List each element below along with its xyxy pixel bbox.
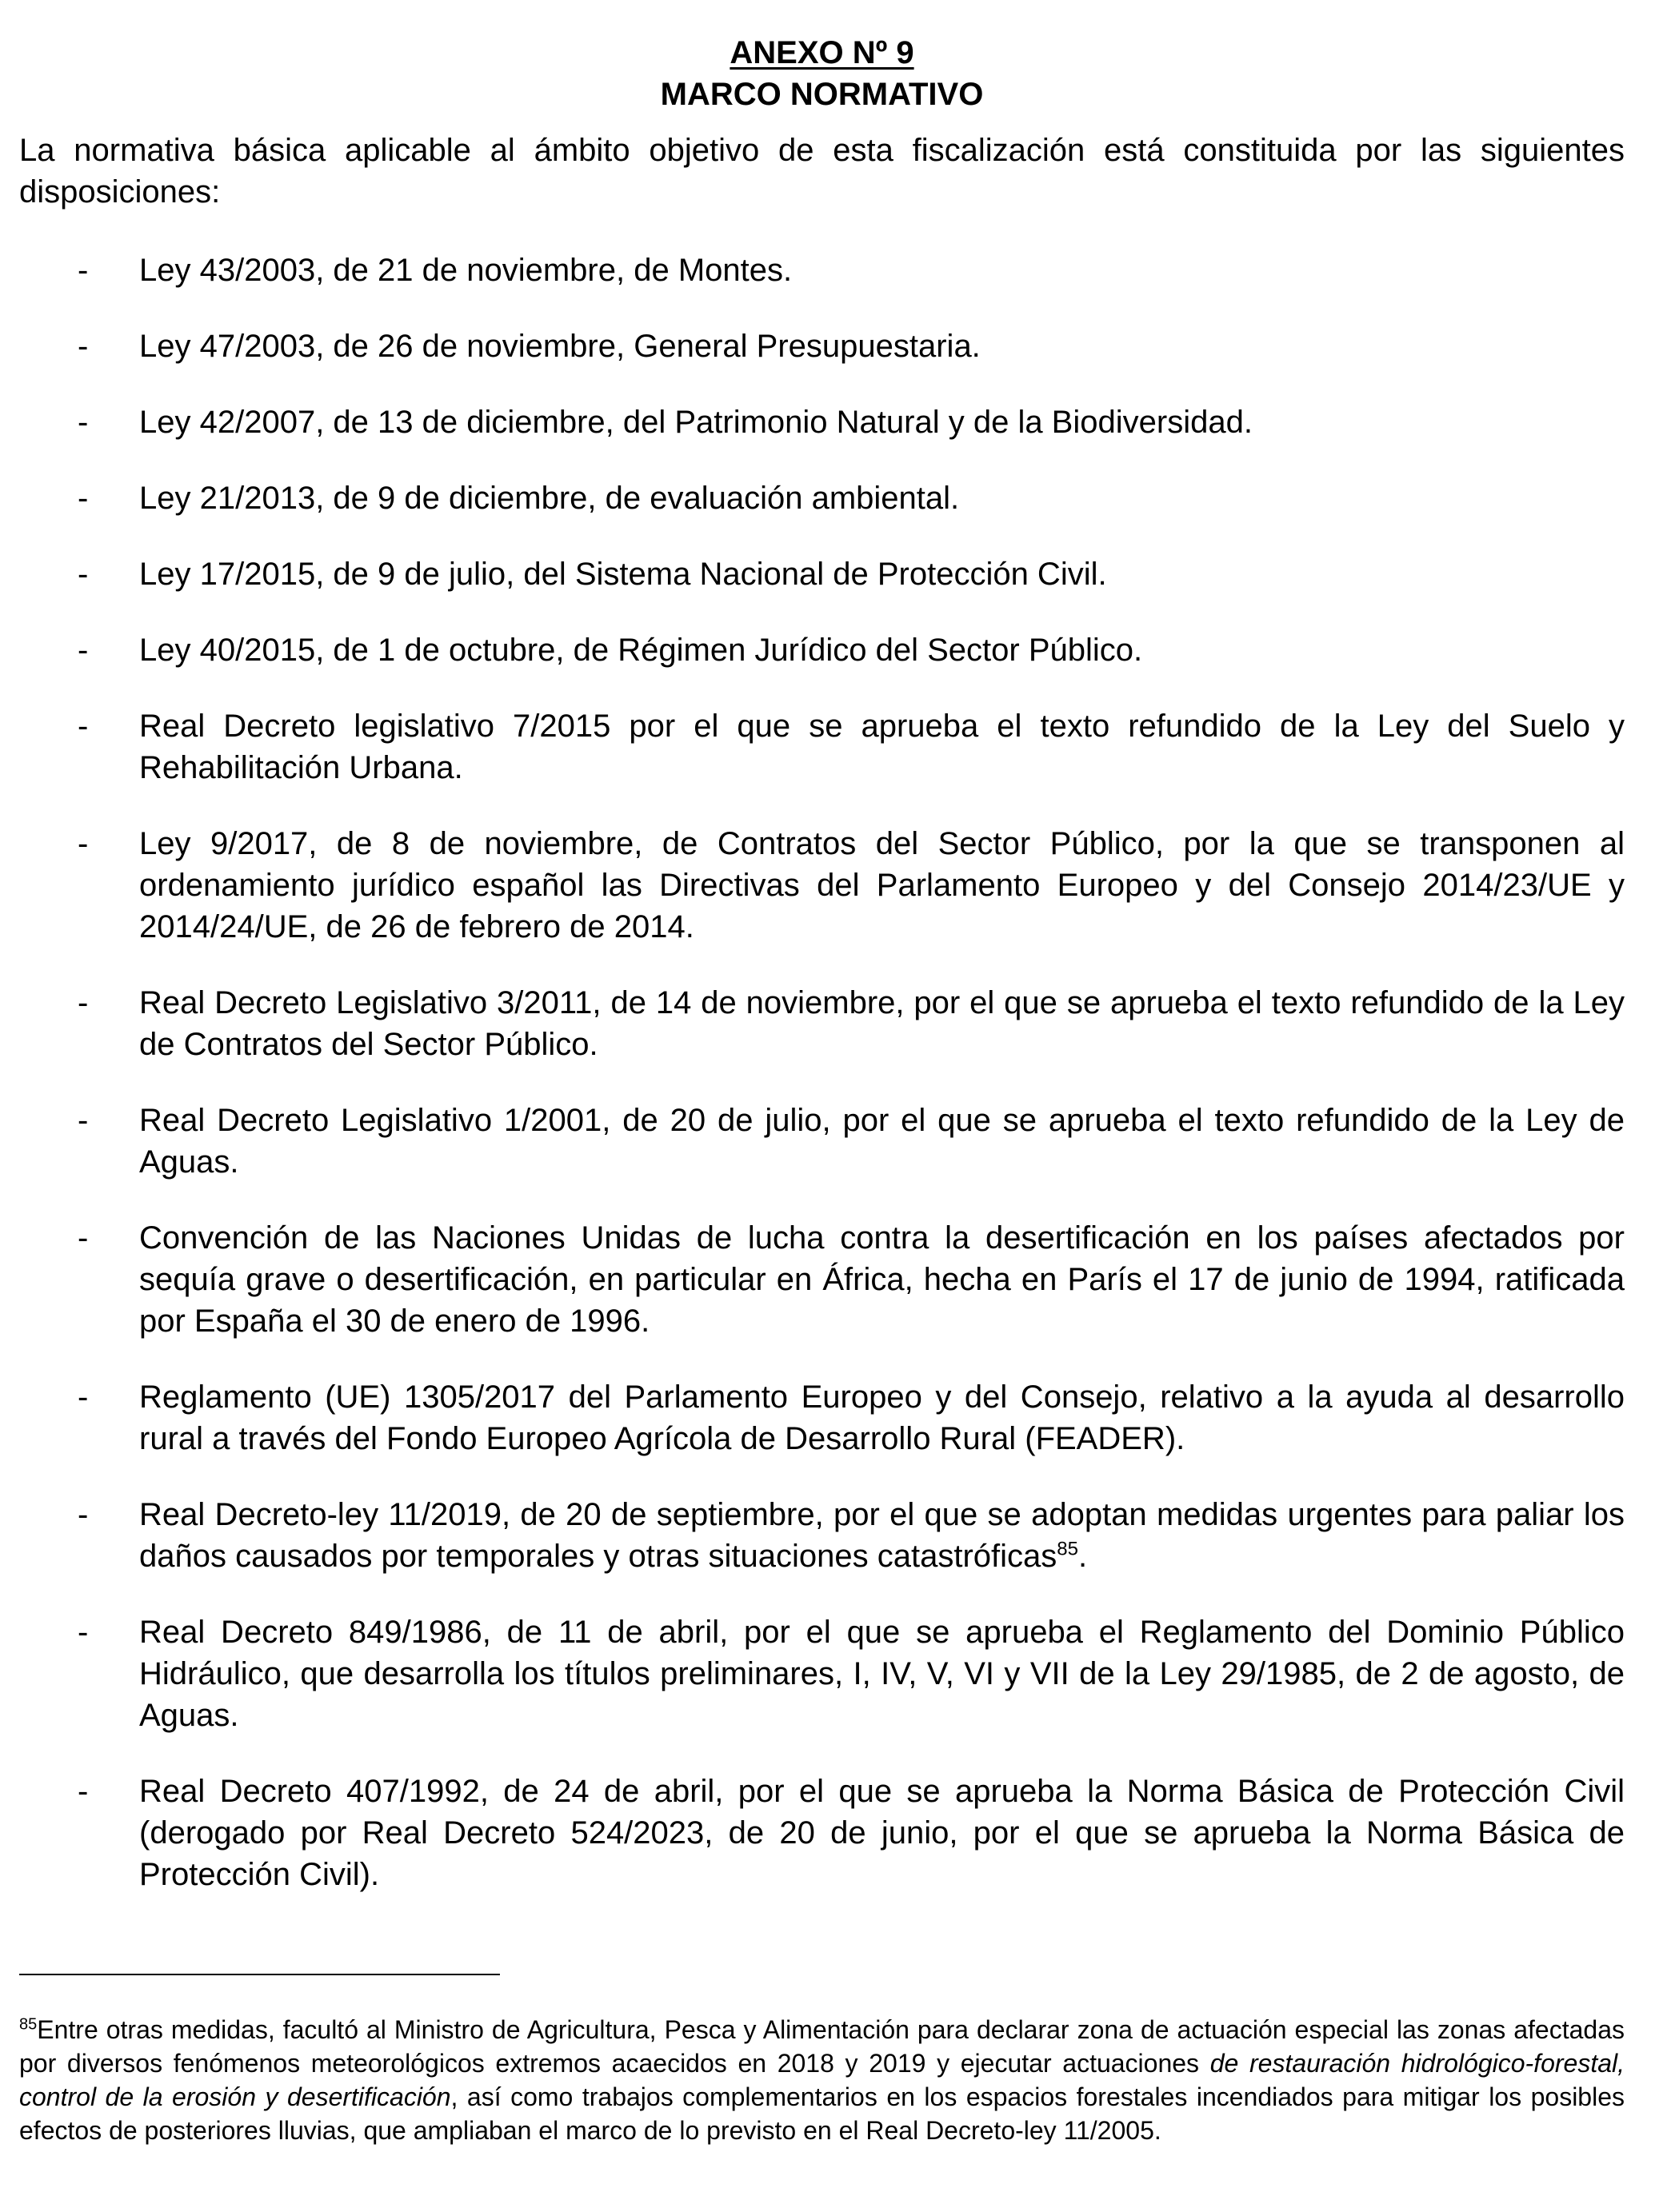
list-item-text: Ley 42/2007, de 13 de diciembre, del Patrimonio Natural y de la Biodiversidad.: [139, 405, 1253, 440]
list-item: [19, 1217, 1625, 1342]
list-item-text: Real Decreto Legislativo 3/2011, de 14 de noviembre, por el que se aprueba el texto refundido de la Ley de Contratos del Sector Público.: [139, 985, 1625, 1062]
document-page: [19, 32, 1625, 1930]
footnote-text-end: , así como trabajos complementarios en los espacios forestales incendiados para mitigar los posibles efectos de posteriores lluvias, que ampliaban el marco de lo previsto en el Real Decreto-ley 11/2005.: [19, 2082, 1625, 2145]
list-bullet: -: [78, 985, 89, 1020]
list-item-text: Ley 17/2015, de 9 de julio, del Sistema Nacional de Protección Civil.: [139, 557, 1107, 592]
footnote-separator: [19, 1974, 500, 1975]
footnote-number: 85: [19, 2015, 38, 2034]
list-item: [19, 250, 1625, 291]
list-item: [19, 1771, 1625, 1895]
list-bullet: -: [78, 633, 89, 668]
list-bullet: -: [78, 1220, 89, 1256]
annex-number-title: ANEXO Nº 9: [730, 35, 914, 70]
list-item-text: Real Decreto Legislativo 1/2001, de 20 de julio, por el que se aprueba el texto refundido de la Ley de Aguas.: [139, 1103, 1625, 1180]
list-item: [19, 1611, 1625, 1736]
intro-paragraph: La normativa básica aplicable al ámbito objetivo de esta fiscalización está constituida por las siguientes disposiciones:: [19, 133, 1625, 210]
footnote-italic-text: de restauración hidrológico-forestal, control de la erosión y desertificación: [19, 2049, 1625, 2111]
list-item-text: Reglamento (UE) 1305/2017 del Parlamento Europeo y del Consejo, relativo a la ayuda al desarrollo rural a través del Fondo Europeo Agrícola de Desarrollo Rural (FEADER).: [139, 1380, 1625, 1456]
footnote-reference: 85: [1057, 1538, 1078, 1560]
list-item-text: Convención de las Naciones Unidas de lucha contra la desertificación en los países afectados por sequía grave o desertificación, en particular en África, hecha en París el 17 de junio de 1994, ratificada por España el 30 de enero de 1996.: [139, 1220, 1625, 1339]
list-bullet: -: [78, 481, 89, 516]
list-item: [19, 705, 1625, 789]
list-bullet: -: [78, 826, 89, 861]
list-bullet: -: [78, 1774, 89, 1809]
list-item-text: Ley 9/2017, de 8 de noviembre, de Contratos del Sector Público, por la que se transponen al ordenamiento jurídico español las Directivas del Parlamento Europeo y del Consejo 2014/23/UE y 2014/24/UE, de 26 de febrero de 2014.: [139, 826, 1625, 944]
list-item-end-period: .: [1077, 1539, 1088, 1574]
list-bullet: -: [78, 329, 89, 364]
list-bullet: -: [78, 557, 89, 592]
list-item: [19, 1494, 1625, 1577]
list-bullet: -: [78, 1103, 89, 1138]
list-item: [19, 401, 1625, 443]
list-item-text: Real Decreto legislativo 7/2015 por el que se aprueba el texto refundido de la Ley del Suelo y Rehabilitación Urbana.: [139, 709, 1625, 785]
list-bullet: -: [78, 405, 89, 440]
list-item-text: Real Decreto 407/1992, de 24 de abril, por el que se aprueba la Norma Básica de Protección Civil (derogado por Real Decreto 524/2023, de 20 de junio, por el que se aprueba la Norma Básica de Protección Civil).: [139, 1774, 1625, 1892]
list-bullet: -: [78, 1380, 89, 1415]
annex-subtitle: MARCO NORMATIVO: [660, 77, 984, 112]
list-item: [19, 1100, 1625, 1183]
list-item-text: Ley 21/2013, de 9 de diciembre, de evaluación ambiental.: [139, 481, 960, 516]
regulation-list: [19, 250, 1625, 1895]
list-item: [19, 982, 1625, 1065]
list-item: [19, 553, 1625, 595]
list-item-text: Real Decreto-ley 11/2019, de 20 de septiembre, por el que se adoptan medidas urgentes para paliar los daños causados por temporales y otras situaciones catastróficas: [139, 1497, 1625, 1574]
list-item-text: Ley 40/2015, de 1 de octubre, de Régimen Jurídico del Sector Público.: [139, 633, 1143, 668]
list-bullet: -: [78, 1615, 89, 1650]
list-item: [19, 629, 1625, 671]
list-bullet: -: [78, 253, 89, 288]
footnote: [19, 2013, 1625, 2147]
list-item: [19, 1376, 1625, 1459]
list-item: [19, 823, 1625, 948]
list-bullet: -: [78, 1497, 89, 1532]
list-item: [19, 477, 1625, 519]
list-item: [19, 325, 1625, 367]
list-item-text: Real Decreto 849/1986, de 11 de abril, por el que se aprueba el Reglamento del Dominio Público Hidráulico, que desarrolla los títulos preliminares, I, IV, V, VI y VII de la Ley 29/1985, de 2 de agosto, de Aguas.: [139, 1615, 1625, 1733]
footnote-text: Entre otras medidas, facultó al Ministro de Agricultura, Pesca y Alimentación para declarar zona de actuación especial las zonas afectadas por diversos fenómenos meteorológicos extremos acaecidos en 2018 y 2019 y ejecutar actuaciones: [19, 2015, 1625, 2078]
list-item-text: Ley 47/2003, de 26 de noviembre, General Presupuestaria.: [139, 329, 981, 364]
list-bullet: -: [78, 709, 89, 744]
list-item-text: Ley 43/2003, de 21 de noviembre, de Montes.: [139, 253, 793, 288]
